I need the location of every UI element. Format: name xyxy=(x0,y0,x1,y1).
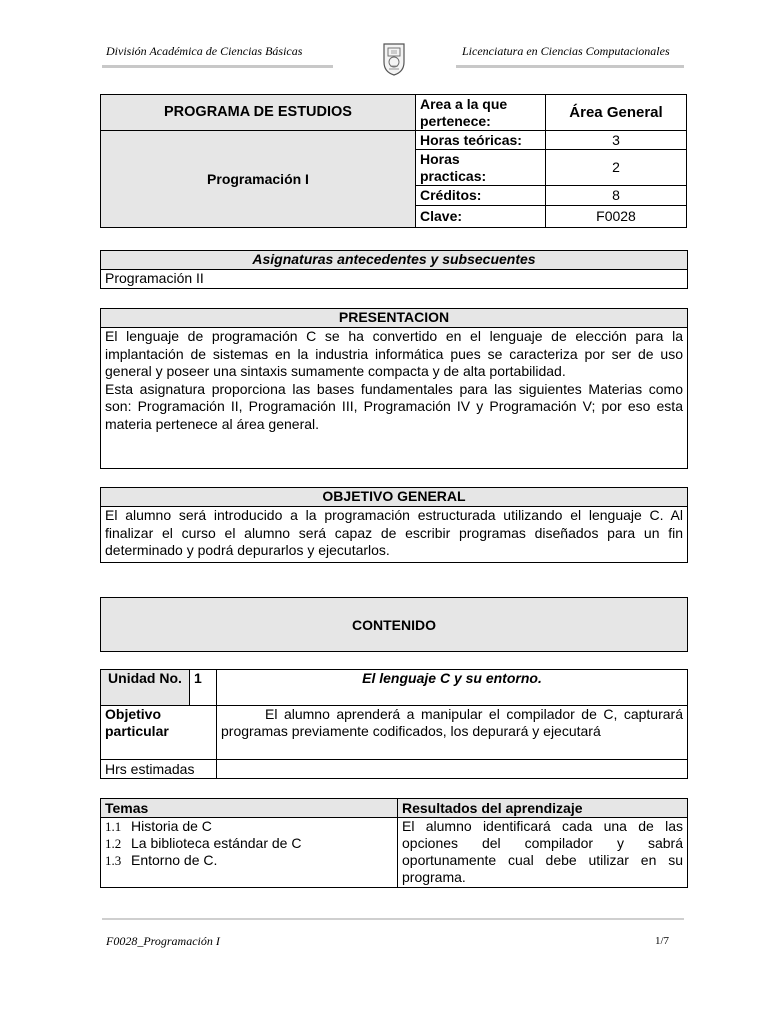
related-subjects-title: Asignaturas antecedentes y subsecuentes xyxy=(101,251,687,270)
topic-number: 1.1 xyxy=(105,819,122,834)
practice-label: Horas practicas: xyxy=(416,150,546,186)
page-number: 1/7 xyxy=(655,935,670,947)
unit-number: 1 xyxy=(190,670,217,706)
program-table xyxy=(100,94,687,228)
topics-table xyxy=(100,798,688,888)
presentation-paragraph-1: El lenguaje de programación C se ha convertido en el lenguaje de elección para la implantación de sistemas en la industria informática pues se caracteriza por ser de uso general y poseer una sintaxis sumamente compacta y de alta portabilidad. xyxy=(105,328,683,379)
credits-label: Créditos: xyxy=(416,186,546,206)
footer-rule xyxy=(102,918,684,920)
hours-label: Hrs estimadas xyxy=(101,760,217,779)
header-right: Licenciatura en Ciencias Computacionales xyxy=(462,44,670,58)
area-label: Area a la que pertenece: xyxy=(416,95,546,131)
learning-result: El alumno identificará cada una de las opciones del compilador y sabrá oportunamente cual debe utilizar en su programa. xyxy=(398,818,688,888)
theory-value: 3 xyxy=(546,131,687,150)
presentation-paragraph-2: Esta asignatura proporciona las bases fundamentales para las siguientes Materias como son: Programación II, Programación III, Programación IV y Programación V; por eso esta materia pertenece al área general. xyxy=(105,380,683,432)
objective-box xyxy=(100,487,688,563)
unit-objective-label: Objetivo particular xyxy=(101,706,217,760)
topic-number: 1.3 xyxy=(105,853,122,868)
hours-value xyxy=(217,760,688,779)
presentation-box xyxy=(100,308,688,469)
list-item xyxy=(105,835,393,852)
area-value: Área General xyxy=(546,95,687,131)
topic-text: Entorno de C. xyxy=(131,852,218,868)
practice-value: 2 xyxy=(546,150,687,186)
footer-left: F0028_Programación I xyxy=(106,934,220,948)
unit-title: El lenguaje C y su entorno. xyxy=(217,670,688,706)
related-subjects-box xyxy=(100,250,688,289)
header-rule-left xyxy=(102,65,333,68)
topics-header: Temas xyxy=(101,799,398,818)
header-left: División Académica de Ciencias Básicas xyxy=(106,44,303,58)
program-title: PROGRAMA DE ESTUDIOS xyxy=(101,95,416,131)
university-seal-icon xyxy=(381,42,407,76)
objective-title: OBJETIVO GENERAL xyxy=(101,488,687,507)
header-rule-right xyxy=(456,65,684,68)
presentation-title: PRESENTACION xyxy=(101,309,687,328)
objective-text: El alumno será introducido a la programación estructurada utilizando el lenguaje C. Al finalizar el curso el alumno será capaz de escribir programas diseñados para un fin determinado y podrá depurarlos y ejecutarlos. xyxy=(105,507,683,558)
topic-text: La biblioteca estándar de C xyxy=(131,835,302,851)
list-item xyxy=(105,818,393,835)
related-subjects-value: Programación II xyxy=(105,270,204,286)
unit-table xyxy=(100,669,688,779)
unit-objective-text: El alumno aprenderá a manipular el compilador de C, capturará programas previamente codificados, los depurará y ejecutará xyxy=(217,706,688,760)
list-item xyxy=(105,852,393,869)
topic-text: Historia de C xyxy=(131,818,212,834)
unit-label: Unidad No. xyxy=(101,670,190,706)
topics-list xyxy=(101,818,398,888)
content-box xyxy=(100,597,688,652)
results-header: Resultados del aprendizaje xyxy=(398,799,688,818)
key-label: Clave: xyxy=(416,206,546,228)
content-title: CONTENIDO xyxy=(352,616,436,633)
credits-value: 8 xyxy=(546,186,687,206)
topic-number: 1.2 xyxy=(105,836,122,851)
course-name: Programación I xyxy=(101,131,416,228)
theory-label: Horas teóricas: xyxy=(416,131,546,150)
key-value: F0028 xyxy=(546,206,687,228)
